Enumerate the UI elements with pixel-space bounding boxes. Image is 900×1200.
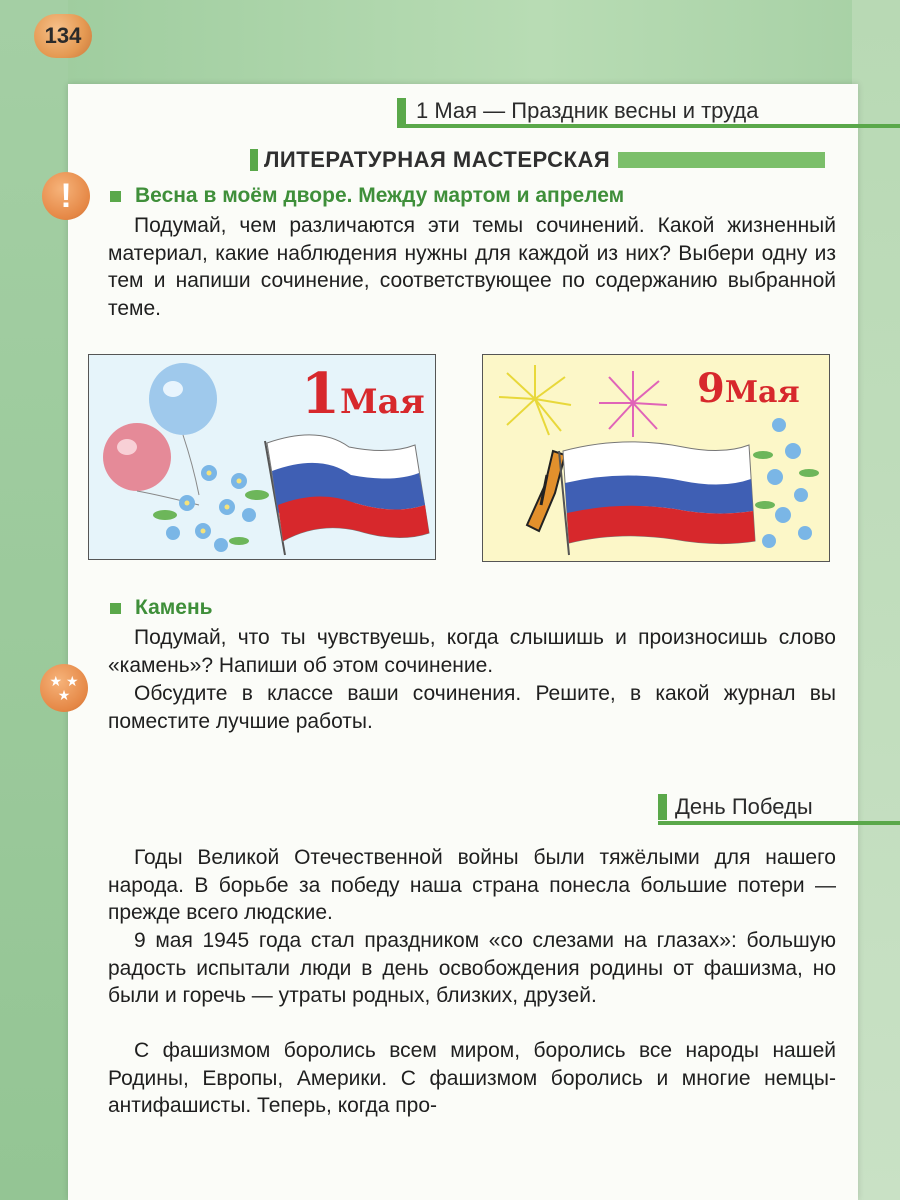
topic-heading-stone: [110, 596, 213, 620]
section-title: ЛИТЕРАТУРНАЯ МАСТЕРСКАЯ: [264, 147, 611, 172]
topic-spring-text: Подумай, чем различаются эти темы сочинений. Какой жизненный материал, какие наблюдения нужны для каждой из них? Выбери одну из тем и напиши сочинение, соответствующее по содержанию выбранной теме.: [108, 214, 836, 320]
victory-paragraph-1: Годы Великой Отечественной войны были тяжёлыми для нашего народа. В борьбе за победу наша страна понесла большие потери — прежде всего людские.: [108, 846, 836, 924]
card-may-9-word: Мая: [724, 375, 800, 410]
card-may-1-title: [301, 361, 425, 427]
card-may-1-number: 1: [301, 361, 340, 427]
background-right: [852, 0, 900, 1200]
bullet-square-icon: [110, 191, 121, 202]
bullet-square-icon: [110, 603, 121, 614]
running-head-marker: [397, 98, 406, 124]
running-head-rule: [397, 124, 900, 128]
running-head: [397, 96, 900, 126]
stars-icon-glyphs: ★ ★ ★: [49, 673, 79, 703]
topic-heading-stone-text: Камень: [135, 596, 213, 619]
victory-paragraph-3: С фашизмом боролись всем миром, боролись все народы нашей Родины, Европы, Америки. С фашизмом боролись и многие немцы-антифашисты. Теперь, когда про-: [108, 1039, 836, 1117]
page-number: 134: [34, 14, 92, 58]
section-band: [250, 146, 825, 174]
exclamation-icon: !: [42, 172, 90, 220]
card-may-1: [88, 354, 436, 560]
section-band-marker: [250, 149, 258, 171]
card-may-9: [482, 354, 830, 562]
victory-day-marker: [658, 794, 667, 820]
victory-paragraph-2: 9 мая 1945 года стал праздником «со слезами на глазах»: большую радость испытали люди в день освобождения родины от фашизма, но были и горечь — утраты родных, близких, друзей.: [108, 929, 836, 1007]
topic-heading-spring-text: Весна в моём дворе. Между мартом и апрелем: [135, 184, 625, 207]
running-head-text: 1 Мая — Праздник весны и труда: [416, 98, 759, 123]
card-may-9-number: 9: [697, 365, 725, 412]
victory-day-heading-text: День Победы: [675, 794, 813, 819]
stars-icon: [40, 664, 88, 712]
background-top: [0, 0, 900, 90]
topic-stone-text: Подумай, что ты чувствуешь, когда слышишь и произносишь слово «камень»? Напиши об этом сочинение.: [108, 626, 836, 677]
card-may-1-word: Мая: [339, 382, 425, 422]
victory-day-rule: [658, 821, 900, 825]
card-may-9-title: [697, 365, 800, 412]
topic-stone-discuss: Обсудите в классе ваши сочинения. Решите, в какой журнал вы поместите лучшие работы.: [108, 682, 836, 733]
section-band-stripe: [618, 152, 825, 168]
victory-day-heading: [658, 792, 900, 822]
topic-heading-spring: [110, 184, 624, 208]
